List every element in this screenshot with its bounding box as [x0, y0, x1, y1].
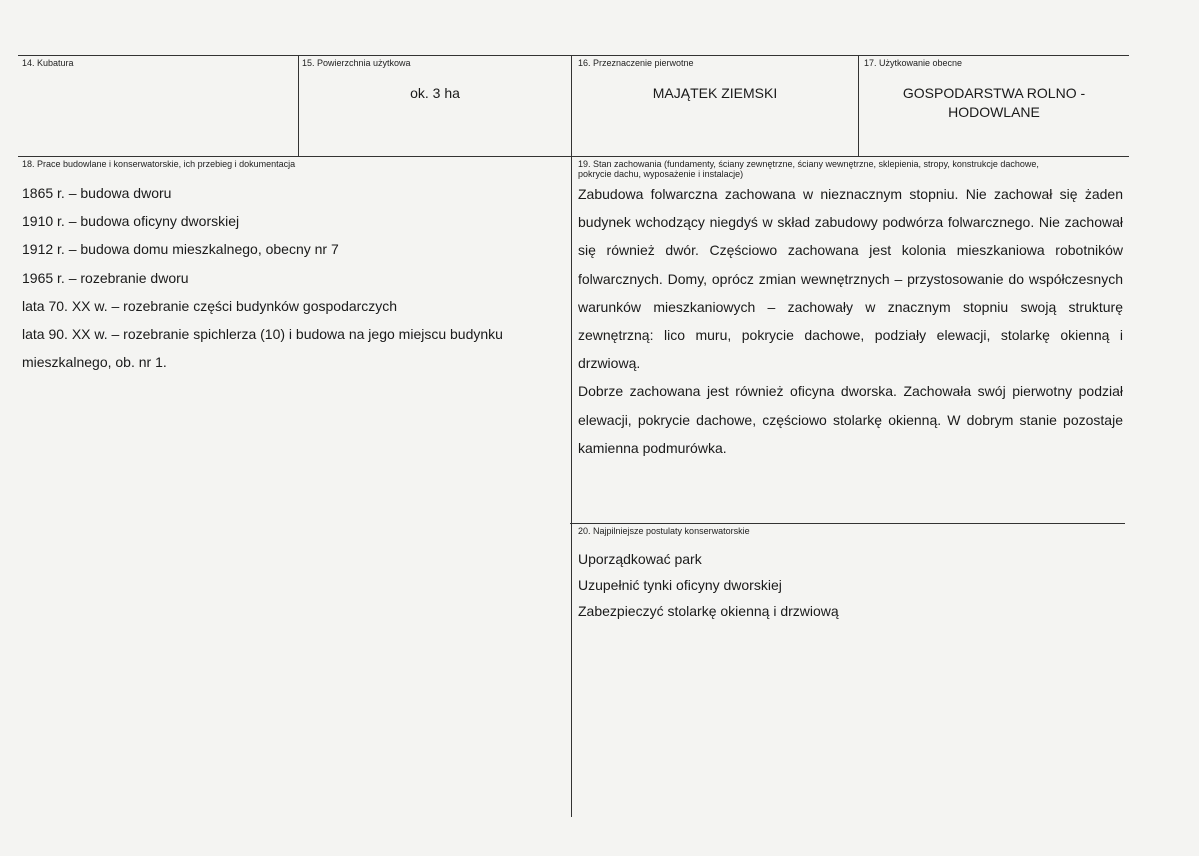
field-18-list [22, 182, 572, 379]
list-item: lata 70. XX w. – rozebranie części budynków gospodarczych [22, 297, 398, 314]
list-item: Uzupełnić tynki oficyny dworskiej [578, 577, 782, 593]
list-item: mieszkalnego, ob. nr 1. [22, 354, 167, 371]
list-item: Uporządkować park [578, 551, 702, 567]
field-19-paragraph-2: Dobrze zachowana jest również oficyna dworska. Zachowała swój pierwotny podział elewacji, pokrycie dachowe, częściowo stolarkę okienną. W dobrym stanie pozostaje kamienna podmurówka. [578, 383, 1123, 456]
field-20-list [578, 547, 1123, 625]
list-item: 1865 r. – budowa dworu [22, 185, 172, 201]
field-20-label: 20. Najpilniejsze postulaty konserwatorskie [578, 526, 750, 536]
section-20-divider [570, 523, 1125, 524]
field-16-label: 16. Przeznaczenie pierwotne [578, 58, 694, 68]
field-15-label: 15. Powierzchnia użytkowa [302, 58, 411, 68]
list-item: lata 90. XX w. – rozebranie spichlerza (10) i budowa na jego miejscu budynku [22, 325, 503, 342]
list-item: 1910 r. – budowa oficyny dworskiej [22, 213, 240, 230]
list-item: Zabezpieczyć stolarkę okienną i drzwiową [578, 603, 839, 619]
field-14-label: 14. Kubatura [22, 58, 74, 68]
row-divider [18, 156, 1129, 157]
field-17-value-line1: GOSPODARSTWA ROLNO - [902, 85, 1086, 101]
field-19-paragraph-1: Zabudowa folwarczna zachowana w nieznacznym stopniu. Nie zachował się żaden budynek wchodzący niegdyś w skład zabudowy podwórza folwarcznego. Nie zachował się również dwór. Częściowo zachowana jest kolonia mieszkaniowa robotników folwarcznych. Domy, oprócz zmian wewnętrznych – przystosowanie do współczesnych warunków mieszkaniowych – zachowały w znacznym stopniu swoją strukturę zewnętrzną: lico muru, pokrycie dachowe, podziały elewacji, stolarkę okienną i drzwiową. [578, 186, 1123, 372]
field-15-value: ok. 3 ha [410, 85, 460, 101]
top-border [18, 55, 1129, 56]
list-item: 1965 r. – rozebranie dworu [22, 269, 189, 286]
field-17-value [859, 84, 1129, 122]
field-17-label: 17. Użytkowanie obecne [864, 58, 963, 68]
field-19-label: 19. Stan zachowania (fundamenty, ściany zewnętrzne, ściany wewnętrzne, sklepienia, stropy, konstrukcje dachowe, pokrycie dachu, wyposażenie i instalacje) [578, 159, 1039, 179]
field-19-text [578, 180, 1123, 462]
field-17-value-line2: HODOWLANE [948, 104, 1040, 120]
field-18-label: 18. Prace budowlane i konserwatorskie, ich przebieg i dokumentacja [22, 159, 296, 169]
list-item: 1912 r. – budowa domu mieszkalnego, obecny nr 7 [22, 241, 339, 258]
col-divider-1 [298, 55, 299, 156]
col-divider-2 [571, 55, 572, 817]
field-16-value: MAJĄTEK ZIEMSKI [652, 85, 778, 101]
